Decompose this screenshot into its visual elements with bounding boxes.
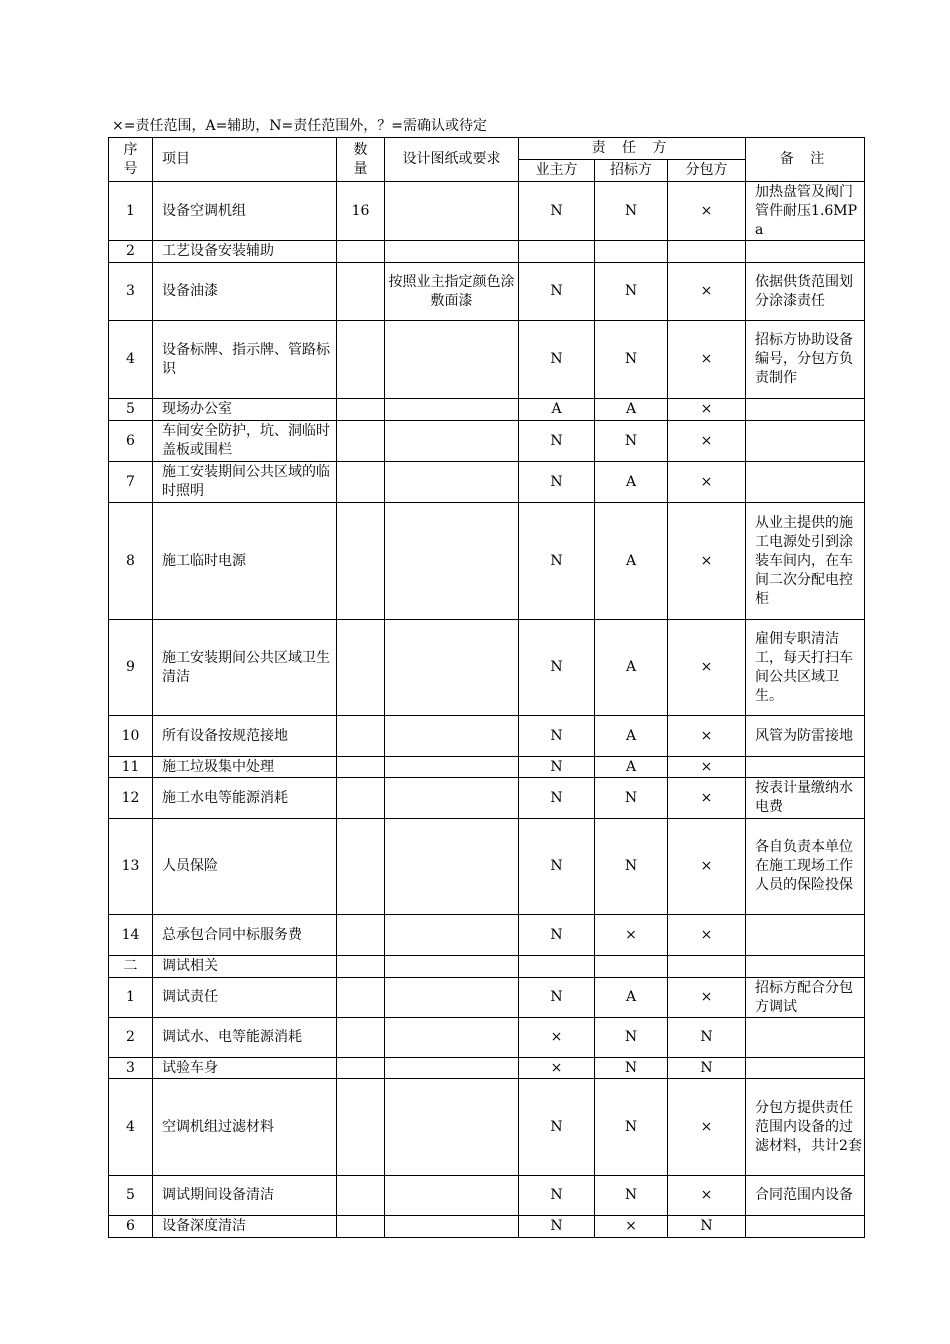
row-note: 按表计量缴纳水电费 [746,778,865,819]
row-bidder-mark: A [595,462,668,503]
table-row [109,321,865,399]
row-note [746,1216,865,1238]
row-item: 调试相关 [153,956,337,978]
row-subcontractor-mark: × [668,462,746,503]
row-owner-mark [519,956,595,978]
row-bidder-mark: N [595,778,668,819]
row-owner-mark: N [519,1176,595,1216]
row-bidder-mark: N [595,421,668,462]
row-seq: 4 [109,1079,153,1176]
row-owner-mark: N [519,1079,595,1176]
header-item: 项目 [153,138,337,182]
row-qty [337,321,385,399]
row-bidder-mark: N [595,182,668,241]
row-requirement [385,620,519,716]
table-row [109,978,865,1018]
row-item: 现场办公室 [153,399,337,421]
row-bidder-mark: × [595,1216,668,1238]
row-seq: 10 [109,716,153,757]
row-subcontractor-mark: × [668,819,746,915]
row-owner-mark: N [519,182,595,241]
row-note: 招标方配合分包方调试 [746,978,865,1018]
row-seq: 8 [109,503,153,620]
row-seq: 4 [109,321,153,399]
row-requirement: 按照业主指定颜色涂敷面漆 [385,263,519,321]
row-requirement [385,421,519,462]
row-owner-mark: × [519,1018,595,1058]
row-note [746,1058,865,1079]
row-subcontractor-mark [668,956,746,978]
row-note [746,956,865,978]
responsibility-table [108,137,865,1238]
row-subcontractor-mark: × [668,757,746,778]
row-seq: 13 [109,819,153,915]
table-row [109,503,865,620]
row-owner-mark: A [519,399,595,421]
row-item: 施工安装期间公共区域卫生清洁 [153,620,337,716]
row-note: 各自负责本单位在施工现场工作人员的保险投保 [746,819,865,915]
row-seq: 11 [109,757,153,778]
row-owner-mark: N [519,778,595,819]
row-qty [337,1216,385,1238]
row-qty [337,956,385,978]
header-qty: 数量 [337,138,385,182]
row-subcontractor-mark: × [668,263,746,321]
row-subcontractor-mark: N [668,1216,746,1238]
row-qty [337,1079,385,1176]
row-subcontractor-mark: N [668,1058,746,1079]
table-row [109,716,865,757]
row-qty: 16 [337,182,385,241]
row-qty [337,620,385,716]
row-qty [337,1176,385,1216]
row-note [746,462,865,503]
row-subcontractor-mark: N [668,1018,746,1058]
row-subcontractor-mark: × [668,321,746,399]
row-qty [337,819,385,915]
row-item: 设备油漆 [153,263,337,321]
row-subcontractor-mark [668,241,746,263]
row-note: 从业主提供的施工电源处引到涂装车间内，在车间二次分配电控柜 [746,503,865,620]
table-row [109,1058,865,1079]
row-owner-mark: N [519,1216,595,1238]
table-row [109,819,865,915]
row-item: 施工垃圾集中处理 [153,757,337,778]
row-bidder-mark: N [595,1176,668,1216]
row-subcontractor-mark: × [668,1079,746,1176]
row-requirement [385,1058,519,1079]
row-item: 施工水电等能源消耗 [153,778,337,819]
row-subcontractor-mark: × [668,1176,746,1216]
table-row [109,462,865,503]
table-row [109,620,865,716]
row-seq: 2 [109,241,153,263]
row-requirement [385,399,519,421]
row-owner-mark: N [519,263,595,321]
row-seq: 1 [109,182,153,241]
row-note: 依据供货范围划分涂漆责任 [746,263,865,321]
table-row [109,421,865,462]
row-owner-mark [519,241,595,263]
row-item: 车间安全防护，坑、洞临时盖板或围栏 [153,421,337,462]
row-bidder-mark: A [595,620,668,716]
row-seq: 5 [109,399,153,421]
row-qty [337,462,385,503]
row-owner-mark: N [519,421,595,462]
row-owner-mark: × [519,1058,595,1079]
table-row [109,757,865,778]
header-note: 备 注 [746,138,865,182]
row-seq: 12 [109,778,153,819]
row-requirement [385,503,519,620]
row-requirement [385,915,519,956]
row-owner-mark: N [519,915,595,956]
row-owner-mark: N [519,978,595,1018]
row-subcontractor-mark: × [668,716,746,757]
row-requirement [385,1216,519,1238]
row-qty [337,241,385,263]
row-bidder-mark: × [595,915,668,956]
row-qty [337,421,385,462]
row-subcontractor-mark: × [668,503,746,620]
row-qty [337,915,385,956]
row-requirement [385,1018,519,1058]
row-item: 设备深度清洁 [153,1216,337,1238]
row-requirement [385,956,519,978]
row-requirement [385,757,519,778]
row-subcontractor-mark: × [668,978,746,1018]
row-note: 招标方协助设备编号，分包方负责制作 [746,321,865,399]
row-requirement [385,462,519,503]
header-requirement: 设计图纸或要求 [385,138,519,182]
row-bidder-mark: N [595,1018,668,1058]
table-row [109,915,865,956]
row-seq: 3 [109,263,153,321]
row-note: 分包方提供责任范围内设备的过滤材料，共计2套 [746,1079,865,1176]
table-row [109,182,865,241]
row-bidder-mark: N [595,1058,668,1079]
header-responsible-party: 责 任 方 [519,138,746,160]
row-item: 工艺设备安装辅助 [153,241,337,263]
row-item: 空调机组过滤材料 [153,1079,337,1176]
header-owner: 业主方 [519,160,595,182]
row-item: 试验车身 [153,1058,337,1079]
row-requirement [385,716,519,757]
row-note [746,399,865,421]
row-item: 调试水、电等能源消耗 [153,1018,337,1058]
header-bidder: 招标方 [595,160,668,182]
row-seq: 14 [109,915,153,956]
row-note: 雇佣专职清洁工，每天打扫车间公共区域卫生。 [746,620,865,716]
row-item: 施工安装期间公共区域的临时照明 [153,462,337,503]
row-owner-mark: N [519,757,595,778]
row-qty [337,399,385,421]
row-item: 调试期间设备清洁 [153,1176,337,1216]
row-item: 调试责任 [153,978,337,1018]
row-requirement [385,321,519,399]
row-owner-mark: N [519,620,595,716]
row-seq: 9 [109,620,153,716]
table-row [109,1079,865,1176]
row-bidder-mark [595,241,668,263]
row-item: 设备空调机组 [153,182,337,241]
row-qty [337,757,385,778]
row-note [746,915,865,956]
row-subcontractor-mark: × [668,399,746,421]
row-note: 合同范围内设备 [746,1176,865,1216]
table-row [109,241,865,263]
row-item: 设备标牌、指示牌、管路标识 [153,321,337,399]
header-subcontractor: 分包方 [668,160,746,182]
row-note [746,1018,865,1058]
row-subcontractor-mark: × [668,915,746,956]
row-seq: 6 [109,1216,153,1238]
row-seq: 6 [109,421,153,462]
row-seq: 1 [109,978,153,1018]
row-qty [337,978,385,1018]
row-bidder-mark: A [595,503,668,620]
row-requirement [385,978,519,1018]
table-row [109,778,865,819]
row-bidder-mark: N [595,263,668,321]
row-owner-mark: N [519,503,595,620]
table-row [109,263,865,321]
row-owner-mark: N [519,716,595,757]
row-bidder-mark: N [595,321,668,399]
row-subcontractor-mark: × [668,421,746,462]
row-owner-mark: N [519,462,595,503]
row-qty [337,1018,385,1058]
row-qty [337,778,385,819]
row-bidder-mark: A [595,757,668,778]
row-bidder-mark: A [595,399,668,421]
row-qty [337,503,385,620]
row-subcontractor-mark: × [668,620,746,716]
table-row [109,1216,865,1238]
row-item: 人员保险 [153,819,337,915]
table-row [109,1018,865,1058]
row-seq: 二 [109,956,153,978]
row-seq: 2 [109,1018,153,1058]
row-bidder-mark [595,956,668,978]
row-qty [337,263,385,321]
row-bidder-mark: A [595,716,668,757]
row-note [746,241,865,263]
row-subcontractor-mark: × [668,778,746,819]
table-row [109,956,865,978]
row-seq: 5 [109,1176,153,1216]
row-item: 所有设备按规范接地 [153,716,337,757]
row-requirement [385,182,519,241]
row-qty [337,716,385,757]
header-seq: 序号 [109,138,153,182]
row-item: 施工临时电源 [153,503,337,620]
row-qty [337,1058,385,1079]
row-requirement [385,819,519,915]
row-bidder-mark: A [595,978,668,1018]
row-note [746,757,865,778]
table-row [109,1176,865,1216]
row-note: 风管为防雷接地 [746,716,865,757]
row-seq: 3 [109,1058,153,1079]
row-owner-mark: N [519,321,595,399]
row-seq: 7 [109,462,153,503]
row-subcontractor-mark: × [668,182,746,241]
row-requirement [385,778,519,819]
row-requirement [385,241,519,263]
row-bidder-mark: N [595,819,668,915]
row-owner-mark: N [519,819,595,915]
row-requirement [385,1176,519,1216]
row-note: 加热盘管及阀门管件耐压1.6MPa [746,182,865,241]
legend-text: ×=责任范围，A=辅助，N=责任范围外，？=需确认或待定 [112,118,488,134]
row-bidder-mark: N [595,1079,668,1176]
table-row [109,399,865,421]
row-requirement [385,1079,519,1176]
row-note [746,421,865,462]
row-item: 总承包合同中标服务费 [153,915,337,956]
